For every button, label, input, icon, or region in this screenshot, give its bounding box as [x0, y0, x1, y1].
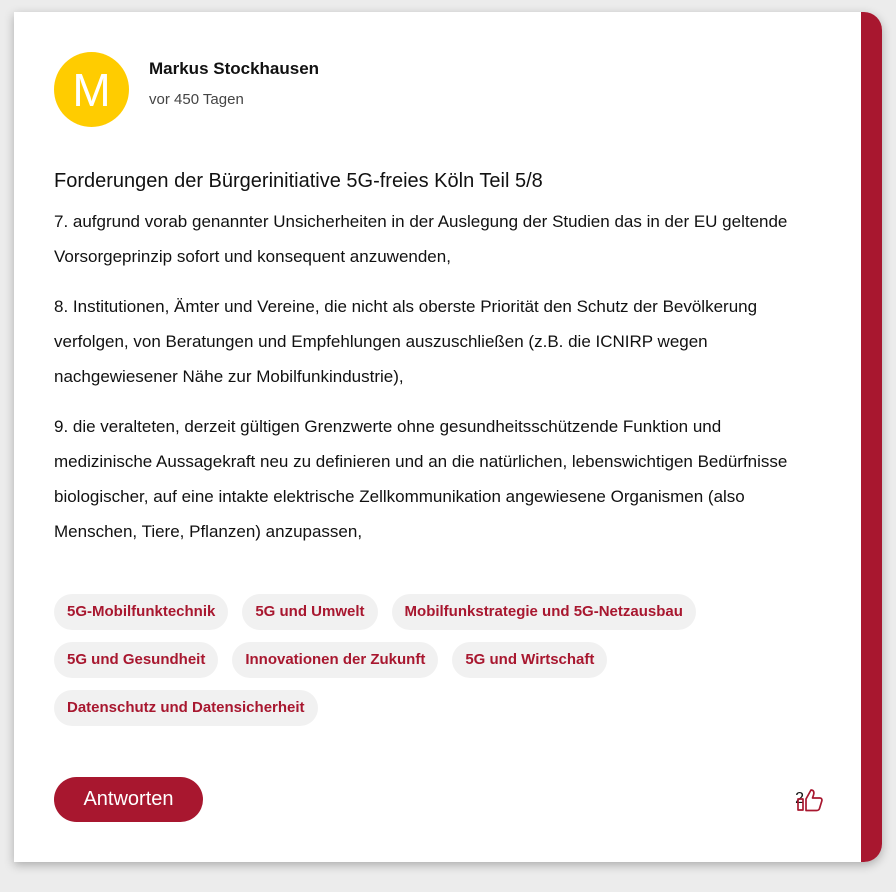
- post-time: vor 450 Tagen: [149, 91, 244, 108]
- tag-5g-mobilfunktechnik[interactable]: 5G-Mobilfunktechnik: [54, 594, 228, 630]
- tag-innovationen[interactable]: Innovationen der Zukunft: [232, 642, 438, 678]
- like-count: 2: [795, 790, 804, 807]
- tag-5g-gesundheit[interactable]: 5G und Gesundheit: [54, 642, 218, 678]
- comment-body: [54, 204, 824, 564]
- thumbs-up-icon[interactable]: [796, 786, 824, 814]
- comment-paragraph: 7. aufgrund vorab genannter Unsicherheiten in der Auslegung der Studien das in der EU geltende Vorsorgeprinzip sofort und konsequent anzuwenden,: [54, 212, 788, 266]
- author-name: Markus Stockhausen: [149, 59, 320, 78]
- tag-5g-umwelt[interactable]: 5G und Umwelt: [242, 594, 377, 630]
- comment-paragraph: 8. Institutionen, Ämter und Vereine, die nicht als oberste Priorität den Schutz der Bevölkerung verfolgen, von Beratungen und Empfehlungen auszuschließen (z.B. die ICNIRP wegen nachgewiesener Nähe zur Mobilfunkindustrie),: [54, 297, 758, 386]
- card-accent-bar: [861, 12, 882, 862]
- tag-mobilfunkstrategie[interactable]: Mobilfunkstrategie und 5G-Netzausbau: [392, 594, 696, 630]
- tag-datenschutz[interactable]: Datenschutz und Datensicherheit: [54, 690, 318, 726]
- tag-list: [54, 594, 824, 726]
- comment-paragraph: 9. die veralteten, derzeit gültigen Grenzwerte ohne gesundheitsschützende Funktion und medizinische Aussagekraft neu zu definieren und an die natürlichen, lebenswichtigen Bedürfnisse biologischer, auf eine intakte elektrische Zellkommunikation angewiesene Organismen (also Menschen, Tiere, Pflanzen) anzupassen,: [54, 417, 788, 541]
- tag-5g-wirtschaft[interactable]: 5G und Wirtschaft: [452, 642, 607, 678]
- reply-button[interactable]: Antworten: [54, 777, 203, 822]
- comment-card: [14, 12, 882, 862]
- comment-title: Forderungen der Bürgerinitiative 5G-freies Köln Teil 5/8: [54, 170, 543, 192]
- avatar: M: [54, 52, 129, 127]
